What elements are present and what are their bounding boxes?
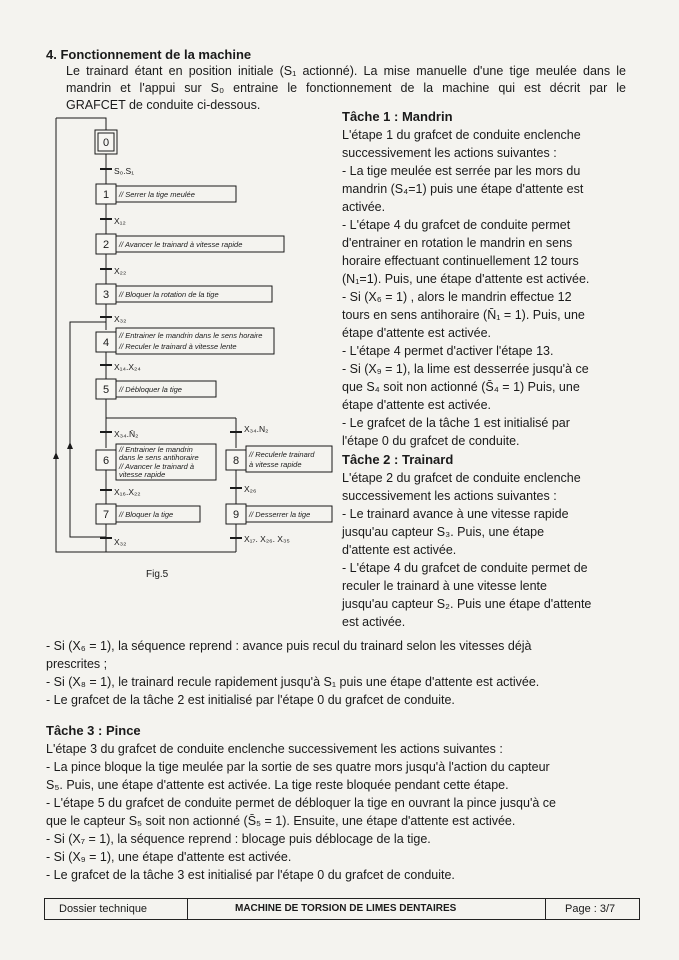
step-6-num: 6 <box>102 455 110 467</box>
t1-line: tours en sens antihoraire (N̄₁ = 1). Puis, une <box>342 308 585 322</box>
intro-line-1: Le trainard étant en position initiale (S₁ actionné). La mise manuelle d'une tige meulée dans le <box>66 64 626 78</box>
step-1-action: // Serrer la tige meulée <box>119 190 195 199</box>
transition-9: X₁₇. X₂₆. X₃₅ <box>244 534 290 544</box>
t1-line: L'étape 1 du grafcet de conduite enclenche <box>342 128 581 142</box>
step-4-action-2: // Reculer le trainard à vitesse lente <box>119 342 237 351</box>
t2-line: - L'étape 4 du grafcet de conduite permet de <box>342 561 588 575</box>
step-6-action-4: vitesse rapide <box>119 470 166 479</box>
step-7-num: 7 <box>102 509 110 521</box>
footer <box>44 898 640 920</box>
step-5-action: // Débloquer la tige <box>119 385 182 394</box>
transition-5b: X₃₄.N₂ <box>244 424 269 434</box>
t1-line: l'étape 0 du grafcet de conduite. <box>342 434 520 448</box>
b3-line: - Le grafcet de la tâche 3 est initialisé par l'étape 0 du grafcet de conduite. <box>46 868 455 882</box>
b1-line: - Si (X₆ = 1), la séquence reprend : avance puis recul du trainard selon les vitesses déjà <box>46 639 532 653</box>
t1-line: horaire effectuant continuellement 12 tours <box>342 254 579 268</box>
step-4-action-1: // Entrainer le mandrin dans le sens horaire <box>119 331 263 340</box>
t2-line: L'étape 2 du grafcet de conduite enclenche <box>342 471 581 485</box>
transition-2: X₂₂ <box>114 266 127 276</box>
step-4-num: 4 <box>102 337 110 349</box>
t1-line: activée. <box>342 200 386 214</box>
footer-center: MACHINE DE TORSION DE LIMES DENTAIRES <box>235 903 457 914</box>
b3-line: - Si (X₇ = 1), la séquence reprend : blocage puis déblocage de la tige. <box>46 832 431 846</box>
b1-line: prescrites ; <box>46 657 108 671</box>
tache2-title: Tâche 2 : Trainard <box>342 452 454 467</box>
step-6-action-2: dans le sens antihoraire <box>119 453 199 462</box>
footer-right: Page : 3/7 <box>565 903 616 915</box>
step-5-num: 5 <box>102 384 110 396</box>
t1-line: - La tige meulée est serrée par les mors du <box>342 164 581 178</box>
t1-line: d'entrainer en rotation le mandrin en sens <box>342 236 573 250</box>
tache1-text <box>342 126 616 450</box>
tache3-title: Tâche 3 : Pince <box>46 723 141 738</box>
footer-left: Dossier technique <box>59 903 148 915</box>
tache1-title: Tâche 1 : Mandrin <box>342 109 453 124</box>
t1-line: - Si (X₆ = 1) , alors le mandrin effectue 12 <box>342 290 572 304</box>
b3-line: S₅. Puis, une étape d'attente est activée. La tige reste bloquée pendant cette étape. <box>46 778 509 792</box>
t1-line: (N₁=1). Puis, une étape d'attente est activée. <box>342 272 590 286</box>
tache2-text <box>342 469 616 631</box>
t1-line: que S₄ soit non actionné (S̄₄ = 1) Puis, une <box>342 380 580 394</box>
step-8-action-1: // Reculerle trainard <box>249 450 315 459</box>
t1-line: étape d'attente est activée. <box>342 326 492 340</box>
t1-line: - Si (X₉ = 1), la lime est desserrée jusqu'à ce <box>342 362 589 376</box>
b3-line: L'étape 3 du grafcet de conduite enclenche successivement les actions suivantes : <box>46 742 503 756</box>
step-9-num: 9 <box>232 509 240 521</box>
step-7-action: // Bloquer la tige <box>119 510 174 519</box>
figure-caption: Fig.5 <box>146 569 169 580</box>
grafcet-diagram <box>48 112 338 582</box>
b3-line: - La pince bloque la tige meulée par la sortie de ses quatre mors jusqu'à l'action du capteur <box>46 760 550 774</box>
transition-7: X₃₂ <box>114 537 127 547</box>
transition-0: S₀.S₁ <box>114 166 135 176</box>
step-2-action: // Avancer le trainard à vitesse rapide <box>119 240 243 249</box>
b1-line: - Si (X₈ = 1), le trainard recule rapidement jusqu'à S₁ puis une étape d'attente est activée. <box>46 675 540 689</box>
t2-line: jusqu'au capteur S₂. Puis une étape d'attente <box>342 597 592 611</box>
t1-line: - L'étape 4 permet d'activer l'étape 13. <box>342 344 554 358</box>
tache2-continued <box>46 637 628 709</box>
t2-line: jusqu'au capteur S₃. Puis, une étape <box>342 525 545 539</box>
intro-line-3: GRAFCET de conduite ci-dessous. <box>66 98 261 112</box>
transition-6: X₁₆.X₂₂ <box>114 487 141 497</box>
step-2-num: 2 <box>102 239 110 251</box>
section-title: 4. Fonctionnement de la machine <box>46 47 252 62</box>
b3-line: que le capteur S₅ soit non actionné (S̄₅ = 1). Ensuite, une étape d'attente est activée. <box>46 814 516 828</box>
step-9-action: // Desserrer la tige <box>249 510 311 519</box>
step-3-num: 3 <box>102 289 110 301</box>
t1-line: - L'étape 4 du grafcet de conduite permet <box>342 218 571 232</box>
b1-line: - Le grafcet de la tâche 2 est initialisé par l'étape 0 du grafcet de conduite. <box>46 693 455 707</box>
transition-8: X₂₆ <box>244 484 257 494</box>
step-3-action: // Bloquer la rotation de la tige <box>119 290 219 299</box>
transition-3: X₃₂ <box>114 314 127 324</box>
step-8-num: 8 <box>232 455 240 467</box>
step-6-action-1: // Entrainer le mandrin <box>119 445 193 454</box>
t1-line: mandrin (S₄=1) puis une étape d'attente est <box>342 182 584 196</box>
t1-line: étape d'attente est activée. <box>342 398 492 412</box>
t2-line: successivement les actions suivantes : <box>342 489 557 503</box>
step-6-action-3: // Avancer le trainard à <box>119 462 195 471</box>
step-0-num: 0 <box>102 137 110 149</box>
step-1-num: 1 <box>102 189 110 201</box>
transition-4: X₁₄.X₂₄ <box>114 362 141 372</box>
t2-line: reculer le trainard à une vitesse lente <box>342 579 547 593</box>
transition-5a: X₃₄.N̄₂ <box>114 429 139 439</box>
transition-1: X₁₂ <box>114 216 126 226</box>
intro-line-2: mandrin et l'appui sur S₀ entraine le fonctionnement de la machine qui est décrit par le <box>66 81 626 95</box>
t2-line: - Le trainard avance à une vitesse rapide <box>342 507 569 521</box>
t2-line: est activée. <box>342 615 406 629</box>
tache3-text <box>46 740 628 884</box>
b3-line: - L'étape 5 du grafcet de conduite permet de débloquer la tige en ouvrant la pince jusqu'à ce <box>46 796 556 810</box>
t2-line: d'attente est activée. <box>342 543 457 557</box>
step-8-action-2: à vitesse rapide <box>249 460 302 469</box>
b3-line: - Si (X₉ = 1), une étape d'attente est activée. <box>46 850 292 864</box>
t1-line: successivement les actions suivantes : <box>342 146 557 160</box>
t1-line: - Le grafcet de la tâche 1 est initialisé par <box>342 416 570 430</box>
